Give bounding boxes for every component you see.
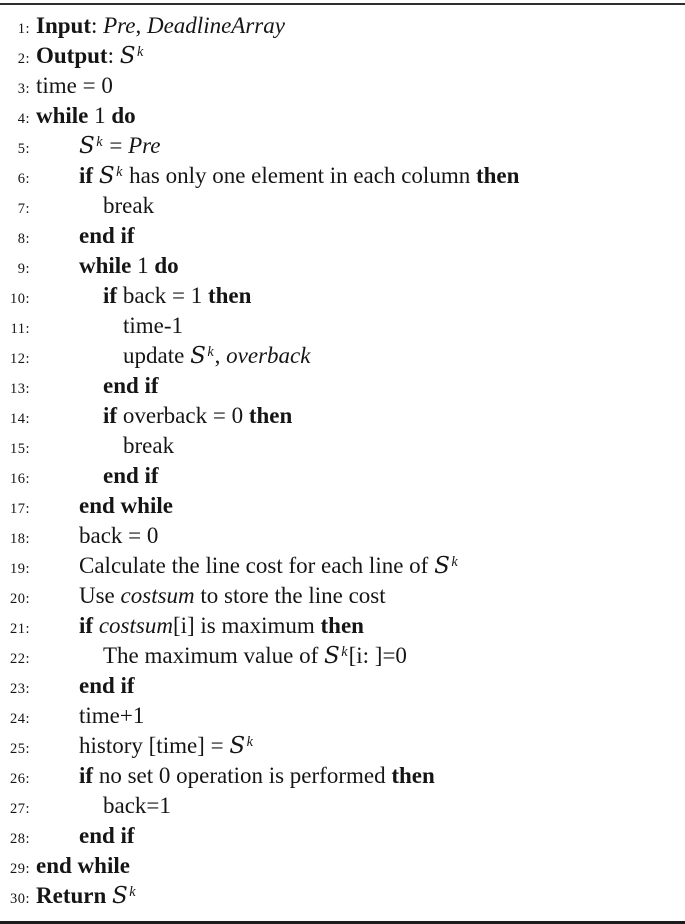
code-text bbox=[36, 821, 135, 851]
line-number: 28: bbox=[9, 831, 30, 847]
algorithm-listing bbox=[0, 3, 685, 924]
code-segment: if bbox=[79, 163, 99, 188]
code-segment: The maximum value of bbox=[103, 643, 324, 668]
code-text bbox=[36, 551, 459, 584]
code-segment: [i] is maximum bbox=[172, 613, 321, 638]
algo-line-2 bbox=[0, 41, 685, 71]
code-segment: k bbox=[96, 133, 103, 150]
code-segment: time-1 bbox=[123, 313, 184, 338]
code-text bbox=[36, 581, 386, 611]
code-segment: if bbox=[79, 613, 99, 638]
line-number: 19: bbox=[9, 561, 30, 577]
code-segment: end while bbox=[36, 853, 130, 878]
code-text bbox=[36, 371, 159, 401]
code-segment: Pre bbox=[103, 13, 136, 38]
code-segment: k bbox=[246, 733, 253, 750]
algo-line-11 bbox=[0, 311, 685, 341]
code-text bbox=[36, 161, 519, 194]
code-segment: : bbox=[107, 43, 120, 68]
code-segment: end while bbox=[79, 493, 173, 518]
algo-line-18 bbox=[0, 521, 685, 551]
code-segment: then bbox=[391, 763, 435, 788]
code-text bbox=[36, 611, 364, 641]
line-number: 17: bbox=[9, 501, 30, 517]
code-segment: do bbox=[111, 103, 136, 128]
code-segment: S bbox=[119, 43, 136, 69]
code-segment: end if bbox=[79, 823, 135, 848]
code-segment: k bbox=[207, 343, 214, 360]
code-text bbox=[36, 101, 136, 131]
algo-line-14 bbox=[0, 401, 685, 431]
code-text bbox=[36, 461, 159, 491]
code-segment: then bbox=[248, 403, 293, 428]
code-segment: , bbox=[135, 13, 147, 38]
code-segment: S bbox=[434, 553, 451, 579]
code-segment: if bbox=[103, 403, 118, 428]
code-segment: while bbox=[36, 103, 89, 128]
algo-line-21 bbox=[0, 611, 685, 641]
line-number: 22: bbox=[9, 651, 30, 667]
code-text bbox=[36, 221, 135, 251]
code-segment: update bbox=[123, 343, 191, 368]
line-number: 13: bbox=[9, 381, 30, 397]
algo-line-24 bbox=[0, 701, 685, 731]
code-text bbox=[36, 191, 154, 221]
code-segment: overback bbox=[226, 343, 311, 368]
code-segment: k bbox=[341, 643, 348, 660]
code-segment: has only one element in each column bbox=[123, 163, 476, 188]
code-segment: k bbox=[451, 553, 458, 570]
line-number: 4: bbox=[17, 111, 30, 127]
code-text bbox=[36, 761, 435, 791]
line-number: 8: bbox=[17, 231, 30, 247]
algo-line-30 bbox=[0, 881, 685, 911]
algo-line-23 bbox=[0, 671, 685, 701]
line-number: 23: bbox=[9, 681, 30, 697]
line-number: 3: bbox=[17, 81, 30, 97]
code-segment: no set 0 operation is performed bbox=[93, 763, 392, 788]
code-segment: costsum bbox=[98, 613, 173, 638]
algo-line-19 bbox=[0, 551, 685, 581]
code-segment: end if bbox=[79, 673, 135, 698]
line-number: 7: bbox=[17, 201, 30, 217]
code-segment: Calculate the line cost for each line of bbox=[79, 553, 435, 578]
algo-line-12 bbox=[0, 341, 685, 371]
code-text bbox=[36, 311, 183, 341]
algo-line-5 bbox=[0, 131, 685, 161]
code-text bbox=[36, 131, 160, 164]
code-segment: while bbox=[79, 253, 132, 278]
code-text bbox=[36, 281, 251, 311]
algo-line-7 bbox=[0, 191, 685, 221]
line-number: 16: bbox=[9, 471, 30, 487]
code-segment: time+1 bbox=[79, 703, 145, 728]
code-segment: S bbox=[190, 343, 207, 369]
algo-line-3 bbox=[0, 71, 685, 101]
code-segment: : bbox=[90, 13, 104, 38]
code-text bbox=[36, 71, 113, 101]
code-text bbox=[36, 251, 179, 281]
code-text bbox=[36, 731, 254, 764]
code-segment: back = 1 bbox=[117, 283, 208, 308]
line-number: 1: bbox=[17, 21, 30, 37]
code-segment: then bbox=[475, 163, 520, 188]
algo-line-9 bbox=[0, 251, 685, 281]
code-segment: 1 bbox=[131, 253, 155, 278]
code-text bbox=[36, 851, 130, 881]
line-number: 14: bbox=[9, 411, 30, 427]
algo-line-1 bbox=[0, 11, 685, 41]
line-number: 12: bbox=[9, 351, 30, 367]
line-number: 30: bbox=[9, 891, 30, 907]
algo-line-6 bbox=[0, 161, 685, 191]
code-segment: history [time] = bbox=[79, 733, 230, 758]
code-text bbox=[36, 521, 158, 551]
algo-line-28 bbox=[0, 821, 685, 851]
code-segment: if bbox=[79, 763, 94, 788]
code-segment: 1 bbox=[88, 103, 112, 128]
algo-line-16 bbox=[0, 461, 685, 491]
line-number: 27: bbox=[9, 801, 30, 817]
line-number: 26: bbox=[9, 771, 30, 787]
code-segment: Pre bbox=[128, 133, 161, 158]
code-segment: k bbox=[116, 163, 123, 180]
line-number: 24: bbox=[9, 711, 30, 727]
code-segment: S bbox=[324, 643, 341, 669]
code-text bbox=[36, 401, 292, 431]
code-segment: = bbox=[103, 133, 129, 158]
code-segment: end if bbox=[103, 463, 159, 488]
code-segment: Return bbox=[36, 883, 113, 908]
algo-line-29 bbox=[0, 851, 685, 881]
code-segment: Input bbox=[36, 13, 91, 38]
algo-line-10 bbox=[0, 281, 685, 311]
code-text bbox=[36, 641, 407, 674]
code-segment: back = 0 bbox=[79, 523, 159, 548]
code-segment: S bbox=[98, 163, 116, 189]
code-segment: break bbox=[103, 193, 155, 218]
code-segment: S bbox=[229, 733, 246, 759]
algo-line-25 bbox=[0, 731, 685, 761]
algo-line-4 bbox=[0, 101, 685, 131]
code-segment: [i: ]=0 bbox=[348, 643, 407, 668]
code-text bbox=[36, 41, 144, 74]
code-segment: then bbox=[320, 613, 364, 638]
code-segment: back=1 bbox=[103, 793, 171, 818]
code-text bbox=[36, 11, 285, 41]
code-segment: Use bbox=[79, 583, 121, 608]
code-text bbox=[36, 431, 174, 461]
code-text bbox=[36, 701, 144, 731]
algo-line-8 bbox=[0, 221, 685, 251]
algo-line-27 bbox=[0, 791, 685, 821]
code-segment: if bbox=[103, 283, 118, 308]
code-text bbox=[36, 341, 310, 374]
algo-line-22 bbox=[0, 641, 685, 671]
code-segment: end if bbox=[79, 223, 135, 248]
line-number: 5: bbox=[17, 141, 30, 157]
algo-line-13 bbox=[0, 371, 685, 401]
code-segment: , bbox=[214, 343, 227, 368]
code-segment: to store the line cost bbox=[194, 583, 386, 608]
code-segment: S bbox=[79, 133, 96, 159]
code-text bbox=[36, 791, 171, 821]
code-segment: S bbox=[112, 883, 129, 909]
line-number: 18: bbox=[9, 531, 30, 547]
line-number: 9: bbox=[17, 261, 30, 277]
code-segment: time = 0 bbox=[36, 73, 113, 98]
line-number: 25: bbox=[9, 741, 30, 757]
line-number: 2: bbox=[17, 51, 30, 67]
code-segment: k bbox=[129, 883, 136, 900]
line-number: 20: bbox=[9, 591, 30, 607]
line-number: 29: bbox=[9, 861, 30, 877]
code-segment: break bbox=[123, 433, 175, 458]
algo-line-17 bbox=[0, 491, 685, 521]
code-segment: k bbox=[137, 43, 144, 60]
code-segment: DeadlineArray bbox=[146, 13, 285, 38]
line-number: 6: bbox=[17, 171, 30, 187]
code-text bbox=[36, 671, 135, 701]
line-number: 10: bbox=[9, 291, 30, 307]
code-segment: overback = 0 bbox=[117, 403, 249, 428]
algo-line-20 bbox=[0, 581, 685, 611]
algo-line-15 bbox=[0, 431, 685, 461]
line-number: 21: bbox=[9, 621, 30, 637]
code-segment: do bbox=[154, 253, 179, 278]
algo-line-26 bbox=[0, 761, 685, 791]
line-number: 15: bbox=[9, 441, 30, 457]
code-segment: Output bbox=[36, 43, 108, 68]
line-number: 11: bbox=[10, 321, 30, 337]
code-segment: end if bbox=[103, 373, 159, 398]
code-text bbox=[36, 491, 173, 521]
code-text bbox=[36, 881, 137, 914]
code-segment: costsum bbox=[120, 583, 195, 608]
code-segment: then bbox=[207, 283, 252, 308]
